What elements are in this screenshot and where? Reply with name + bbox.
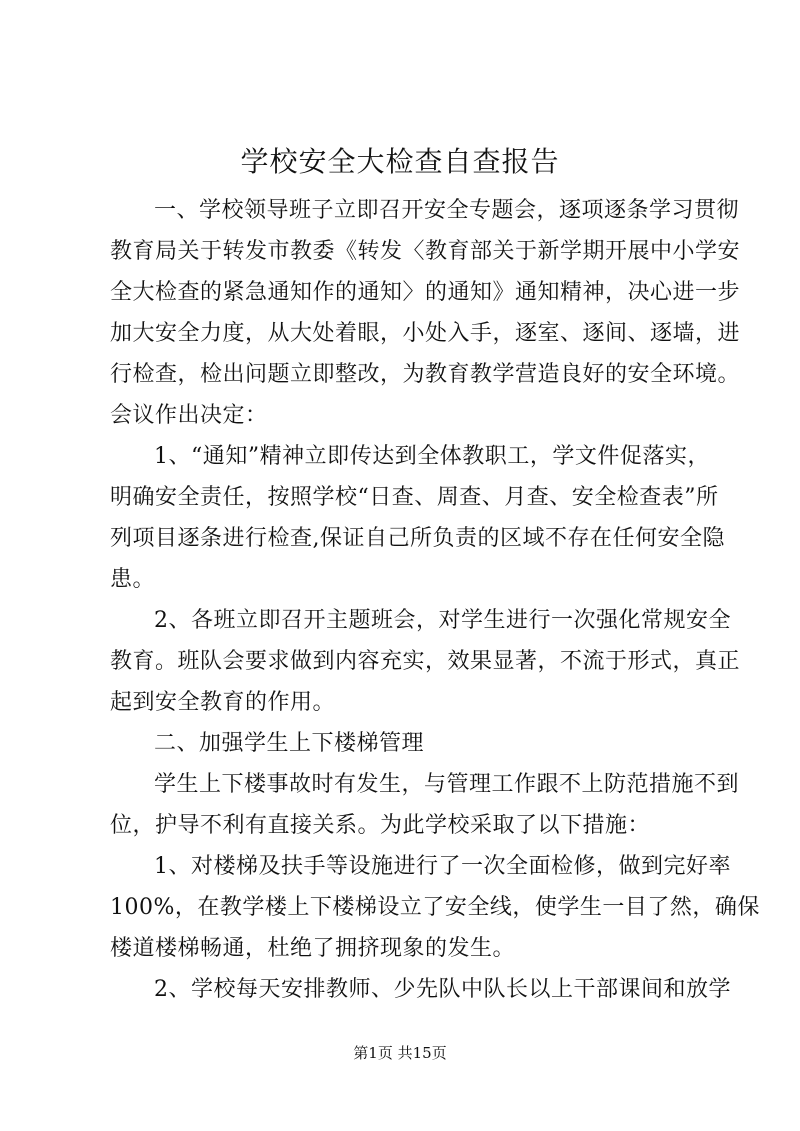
paragraph-line: 1、对楼梯及扶手等设施进行了一次全面检修，做到完好率: [154, 854, 731, 879]
paragraph-line: 教育局关于转发市教委《转发〈教育部关于新学期开展中小学安: [110, 239, 741, 264]
paragraph-line: 全大检查的紧急通知作的通知〉的通知》通知精神，决心进一步: [110, 280, 741, 305]
page-number-footer: 第1页 共15页: [353, 1044, 447, 1062]
paragraph-line: 学生上下楼事故时有发生，与管理工作跟不上防范措施不到: [154, 772, 740, 797]
paragraph-line: 1、“通知”精神立即传达到全体教职工，学文件促落实，: [154, 444, 710, 469]
paragraph-line: 列项目逐条进行检查,保证自己所负责的区域不存在任何安全隐: [110, 526, 725, 551]
paragraph-line: 明确安全责任，按照学校“日查、周查、月查、安全检查表”所: [110, 485, 719, 510]
paragraph-line: 楼道楼梯畅通，杜绝了拥挤现象的发生。: [110, 936, 516, 961]
paragraph-line: 起到安全教育的作用。: [110, 690, 336, 715]
paragraph-line: 一、学校领导班子立即召开安全专题会，逐项逐条学习贯彻: [154, 198, 740, 223]
paragraph-line: 会议作出决定：: [110, 403, 268, 428]
page-title: 学校安全大检查自查报告: [240, 145, 560, 178]
paragraph-line: 2、学校每天安排教师、少先队中队长以上干部课间和放学: [154, 977, 731, 1002]
paragraph-line: 2、各班立即召开主题班会，对学生进行一次强化常规安全: [154, 608, 731, 633]
paragraph-line: 100%，在教学楼上下楼梯设立了安全线，使学生一目了然，确保: [110, 895, 760, 920]
document-body: [110, 190, 760, 1010]
paragraph-line: 患。: [110, 567, 156, 592]
paragraph-line: 教育。班队会要求做到内容充实，效果显著，不流于形式，真正: [110, 649, 741, 674]
paragraph-line: 位，护导不利有直接关系。为此学校采取了以下措施：: [110, 813, 651, 838]
section-heading: 二、加强学生上下楼梯管理: [154, 731, 425, 756]
paragraph-line: 行检查，检出问题立即整改，为教育教学营造良好的安全环境。: [110, 362, 741, 387]
paragraph-line: 加大安全力度，从大处着眼，小处入手，逐室、逐间、逐墙，进: [110, 321, 741, 346]
